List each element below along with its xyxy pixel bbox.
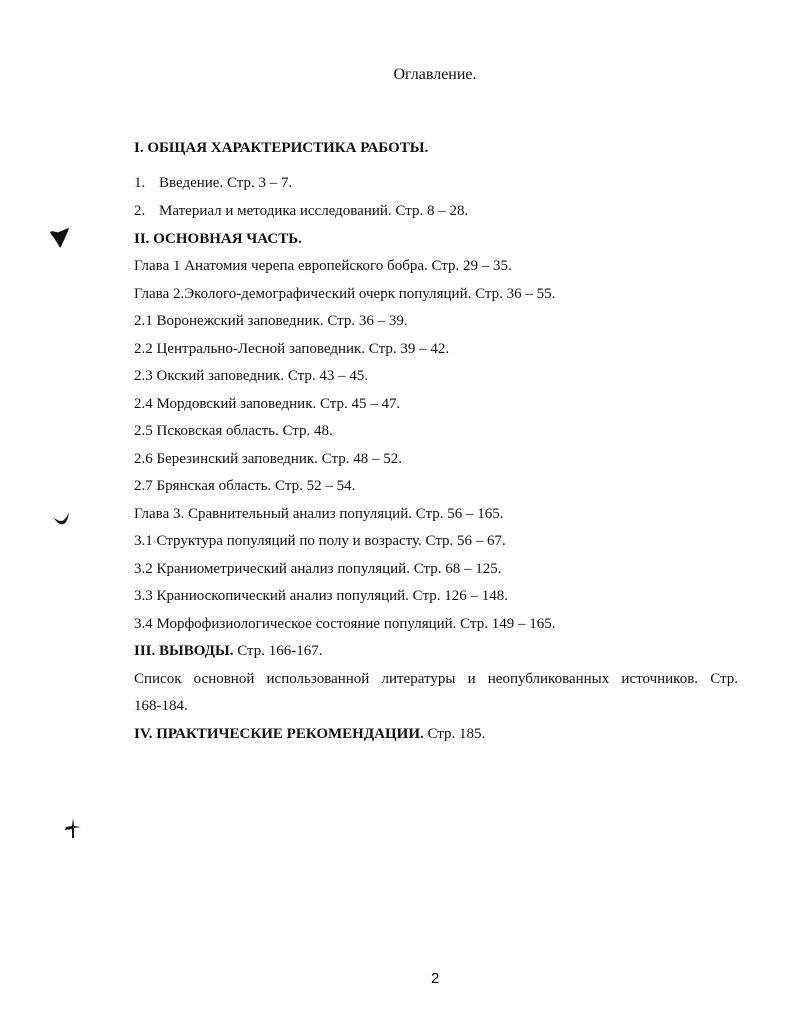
toc-line: Глава 1 Анатомия черепа европейского бобра. Стр. 29 – 35. — [134, 258, 512, 274]
ink-mark-icon — [52, 510, 72, 526]
toc-line: 3.4 Морфофизиологическое состояние популяций. Стр. 149 – 165. — [134, 616, 556, 632]
section-heading-3-text: III. ВЫВОДЫ. — [134, 643, 234, 659]
toc-item-2-number: 2. — [134, 203, 146, 219]
ink-cross-icon — [63, 816, 83, 840]
toc-line: 3.3 Краниоскопический анализ популяций. Стр. 126 – 148. — [134, 588, 508, 604]
section-heading-4-text: IV. ПРАКТИЧЕСКИЕ РЕКОМЕНДАЦИИ. — [134, 726, 424, 742]
toc-item-2-text: Материал и методика исследований. Стр. 8 – 28. — [159, 203, 469, 219]
page-title: Оглавление. — [393, 66, 477, 83]
ink-blot-icon — [48, 226, 72, 250]
toc-line: 2.6 Березинский заповедник. Стр. 48 – 52. — [134, 451, 402, 467]
section-heading-3 — [134, 641, 323, 661]
toc-line: 3.2 Краниометрический анализ популяций. Стр. 68 – 125. — [134, 561, 502, 577]
toc-line: 2.5 Псковская область. Стр. 48. — [134, 423, 333, 439]
toc-item-2 — [134, 201, 468, 221]
toc-line: 2.3 Окский заповедник. Стр. 43 – 45. — [134, 368, 369, 384]
section-heading-2-text: II. ОСНОВНАЯ ЧАСТЬ. — [134, 231, 302, 247]
toc-line: Глава 3. Сравнительный анализ популяций. Стр. 56 – 165. — [134, 506, 504, 522]
toc-item-1-text: Введение. Стр. 3 – 7. — [159, 175, 293, 191]
toc-item-1 — [134, 173, 292, 193]
toc-line: 2.2 Центрально-Лесной заповедник. Стр. 39 – 42. — [134, 341, 450, 357]
page-number: 2 — [431, 970, 440, 987]
section-heading-4-pages: Стр. 185. — [423, 726, 486, 742]
toc-line: 2.7 Брянская область. Стр. 52 – 54. — [134, 478, 356, 494]
section-heading-2 — [134, 229, 302, 249]
section-heading-1-text: I. ОБЩАЯ ХАРАКТЕРИСТИКА РАБОТЫ. — [134, 140, 429, 156]
literature-line-1: Список основной использованной литературы и неопубликованных источников. Стр. — [134, 671, 738, 687]
section-heading-1 — [134, 138, 428, 158]
toc-line: 2.1 Воронежский заповедник. Стр. 36 – 39. — [134, 313, 408, 329]
toc-line: Глава 2.Эколого-демографический очерк популяций. Стр. 36 – 55. — [134, 286, 556, 302]
toc-line: 3.1 Структура популяций по полу и возрасту. Стр. 56 – 67. — [134, 533, 506, 549]
section-heading-3-pages: Стр. 166-167. — [233, 643, 323, 659]
toc-line: 2.4 Мордовский заповедник. Стр. 45 – 47. — [134, 396, 401, 412]
toc-item-1-number: 1. — [134, 175, 146, 191]
literature-line-2: 168-184. — [134, 698, 188, 714]
section-heading-4 — [134, 724, 485, 744]
